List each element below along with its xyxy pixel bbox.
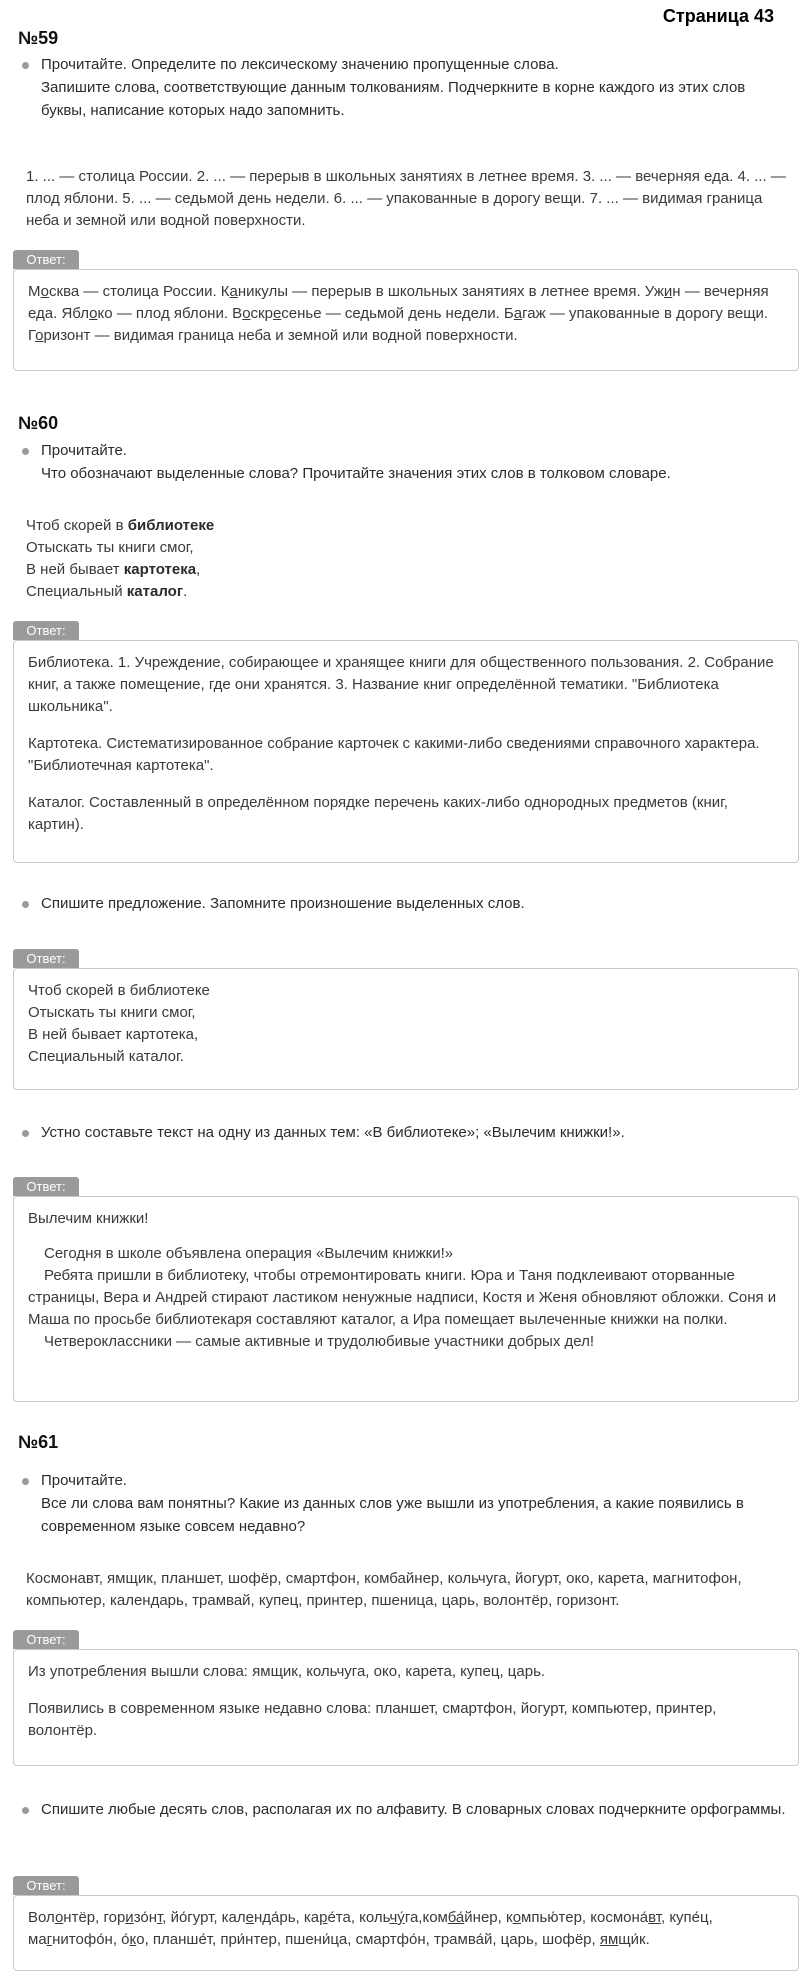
- exercise-59-answer-box: Москва — столица России. Каникулы — перерыв в школьных занятиях в летнее время. Ужин — вечерняя еда. Яблоко — плод яблони. Воскресенье — седьмой день недели. Багаж — упакованные в дорогу вещи. Горизонт — видимая граница неба и земной или водной поверхности.: [13, 269, 799, 371]
- exercise-60-instruction-3: Устно составьте текст на одну из данных тем: «В библиотеке»; «Вылечим книжки!».: [22, 1121, 792, 1144]
- answer-label: Ответ:: [13, 949, 79, 968]
- exercise-60-answer-copy: Чтоб скорей в библиотеке Отыскать ты книги смог, В ней бывает картотека, Специальный каталог.: [13, 968, 799, 1090]
- exercise-60-poem: Чтоб скорей в библиотеке Отыскать ты книги смог, В ней бывает картотека, Специальный каталог.: [26, 517, 215, 600]
- instruction-line: Прочитайте. Определите по лексическому значению пропущенные слова.: [41, 56, 559, 73]
- exercise-59-task-text: 1. ... — столица России. 2. ... — перерыв в школьных занятиях в летнее время. 3. ... — вечерняя еда. 4. ... — плод яблони. 5. ... — седьмой день недели. 6. ... — упакованные в дорогу вещи. 7. ... — видимая граница неба и земной или водной поверхности.: [26, 168, 786, 229]
- exercise-61-answer-groups: Из употребления вышли слова: ямщик, кольчуга, око, карета, купец, царь. Появились в современном языке недавно слова: планшет, смартфон, йогурт, компьютер, принтер, волонтёр.: [13, 1649, 799, 1766]
- exercise-61-instruction-2: Спишите любые десять слов, располагая их по алфавиту. В словарных словах подчеркните орфограммы.: [22, 1798, 792, 1821]
- instruction-line: Прочитайте.: [41, 442, 127, 459]
- exercise-61-title: №61: [18, 1432, 59, 1452]
- exercise-61-instruction: [22, 1469, 792, 1538]
- instruction-line: Что обозначают выделенные слова? Прочитайте значения этих слов в толковом словаре.: [41, 465, 671, 482]
- answer-label: Ответ:: [13, 250, 79, 269]
- instruction-line: Прочитайте.: [41, 1472, 127, 1489]
- bullet-dot: [22, 901, 29, 908]
- exercise-59-title: №59: [18, 28, 59, 48]
- exercise-61-answer-alphabetical: Волонтёр, горизо́нт, йо́гурт, календа́рь, каре́та, кольчу́га,комба́йнер, компью́тер, космона́вт, купе́ц, магнитофо́н, о́ко, планше́т, при́нтер, пшени́ца, смартфо́н, трамва́й, царь, шофёр, ямщи́к.: [13, 1895, 799, 1971]
- page-number: Страница 43: [662, 6, 774, 26]
- answer-label: Ответ:: [13, 621, 79, 640]
- instruction-line: Все ли слова вам понятны? Какие из данных слов уже вышли из употребления, а какие появились в современном языке совсем недавно?: [41, 1495, 744, 1535]
- answer-label: Ответ:: [13, 1177, 79, 1196]
- bullet-dot: [22, 62, 29, 69]
- bullet-dot: [22, 1130, 29, 1137]
- answer-label: Ответ:: [13, 1876, 79, 1895]
- exercise-61-word-list: Космонавт, ямщик, планшет, шофёр, смартфон, комбайнер, кольчуга, йогурт, око, карета, магнитофон, компьютер, календарь, трамвай, купец, принтер, пшеница, царь, волонтёр, горизонт.: [26, 1570, 742, 1609]
- exercise-60-answer-definitions: Библиотека. 1. Учреждение, собирающее и хранящее книги для общественного пользования. 2. Собрание книг, а также помещение, где они хранятся. 3. Название книг определённой тематики. "Библиотека школьника". Картотека. Систематизированное собрание карточек с какими-либо сведениями справочного характера. "Библиотечная картотека". Каталог. Составленный в определённом порядке перечень каких-либо однородных предметов (книг, картин).: [13, 640, 799, 863]
- exercise-59-instruction: [22, 53, 792, 122]
- bullet-dot: [22, 1478, 29, 1485]
- exercise-60-instruction-2: Спишите предложение. Запомните произношение выделенных слов.: [22, 892, 792, 915]
- instruction-line: Запишите слова, соответствующие данным толкованиям. Подчеркните в корне каждого из этих слов буквы, написание которых надо запомнить.: [41, 79, 746, 119]
- bullet-dot: [22, 1807, 29, 1814]
- exercise-60-answer-story: Вылечим книжки! Сегодня в школе объявлена операция «Вылечим книжки!» Ребята пришли в библиотеку, чтобы отремонтировать книги. Юра и Таня подклеивают оторванные страницы, Вера и Андрей стирают ластиком ненужные надписи, Костя и Женя обновляют обложки. Соня и Маша по просьбе библиотекаря составляют каталог, а Ира помещает вылеченные книжки на полки. Четвероклассники — самые активные и трудолюбивые участники добрых дел!: [13, 1196, 799, 1402]
- bullet-dot: [22, 448, 29, 455]
- answer-label: Ответ:: [13, 1630, 79, 1649]
- exercise-60-title: №60: [18, 413, 59, 433]
- exercise-60-instruction: [22, 439, 792, 485]
